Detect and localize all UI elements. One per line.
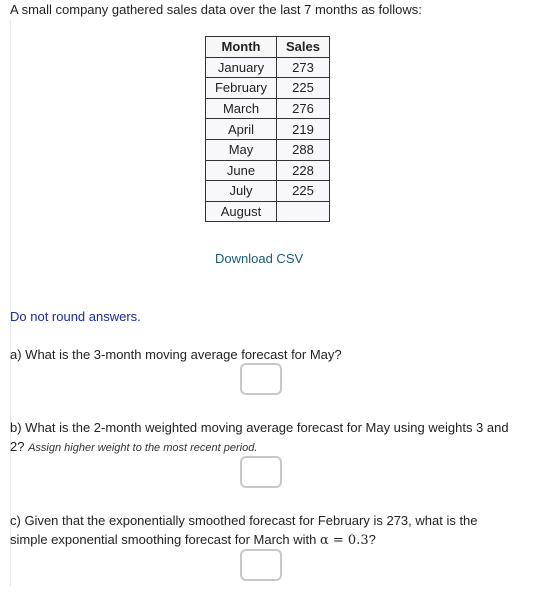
answer-a-input[interactable]	[240, 363, 282, 395]
answer-b-input[interactable]	[240, 456, 282, 488]
table-row	[206, 160, 330, 181]
sales-cell: 225	[277, 181, 330, 202]
sales-cell: 273	[277, 57, 330, 78]
sales-cell: 219	[277, 119, 330, 140]
sales-cell: 228	[277, 160, 330, 181]
month-cell: August	[206, 201, 277, 222]
intro-text: A small company gathered sales data over the last 7 months as follows:	[10, 2, 422, 17]
question-c-end: ?	[368, 532, 376, 547]
question-b-text: b) What is the 2-month weighted moving average forecast for May using weights 3 and 2?	[10, 420, 509, 454]
question-a: a) What is the 3-month moving average forecast for May?	[10, 347, 342, 362]
table-row	[206, 119, 330, 140]
rounding-note: Do not round answers.	[10, 309, 141, 324]
sales-cell: 225	[277, 78, 330, 99]
header-sales: Sales	[277, 37, 330, 58]
month-cell: February	[206, 78, 277, 99]
month-cell: April	[206, 119, 277, 140]
table-row	[206, 201, 330, 222]
table-header-row	[206, 37, 330, 58]
month-cell: July	[206, 181, 277, 202]
sales-cell: 276	[277, 98, 330, 119]
question-c	[10, 511, 510, 550]
question-b	[10, 418, 510, 458]
content-left-rule	[10, 20, 11, 586]
sales-table	[205, 36, 330, 222]
answer-c-input[interactable]	[240, 549, 282, 581]
table-row	[206, 78, 330, 99]
question-b-hint: Assign higher weight to the most recent period.	[28, 442, 258, 454]
header-month: Month	[206, 37, 277, 58]
month-cell: May	[206, 139, 277, 160]
month-cell: June	[206, 160, 277, 181]
question-c-text: c) Given that the exponentially smoothed forecast for February is 273, what is the simple exponential smoothing forecast for March with	[10, 513, 478, 547]
table-row	[206, 139, 330, 160]
alpha-expression: α = 0.3	[319, 533, 369, 548]
table-row	[206, 57, 330, 78]
table-row	[206, 98, 330, 119]
sales-cell: 288	[277, 139, 330, 160]
month-cell: January	[206, 57, 277, 78]
download-csv-link[interactable]: Download CSV	[215, 251, 304, 266]
month-cell: March	[206, 98, 277, 119]
sales-cell	[277, 201, 330, 222]
table-row	[206, 181, 330, 202]
